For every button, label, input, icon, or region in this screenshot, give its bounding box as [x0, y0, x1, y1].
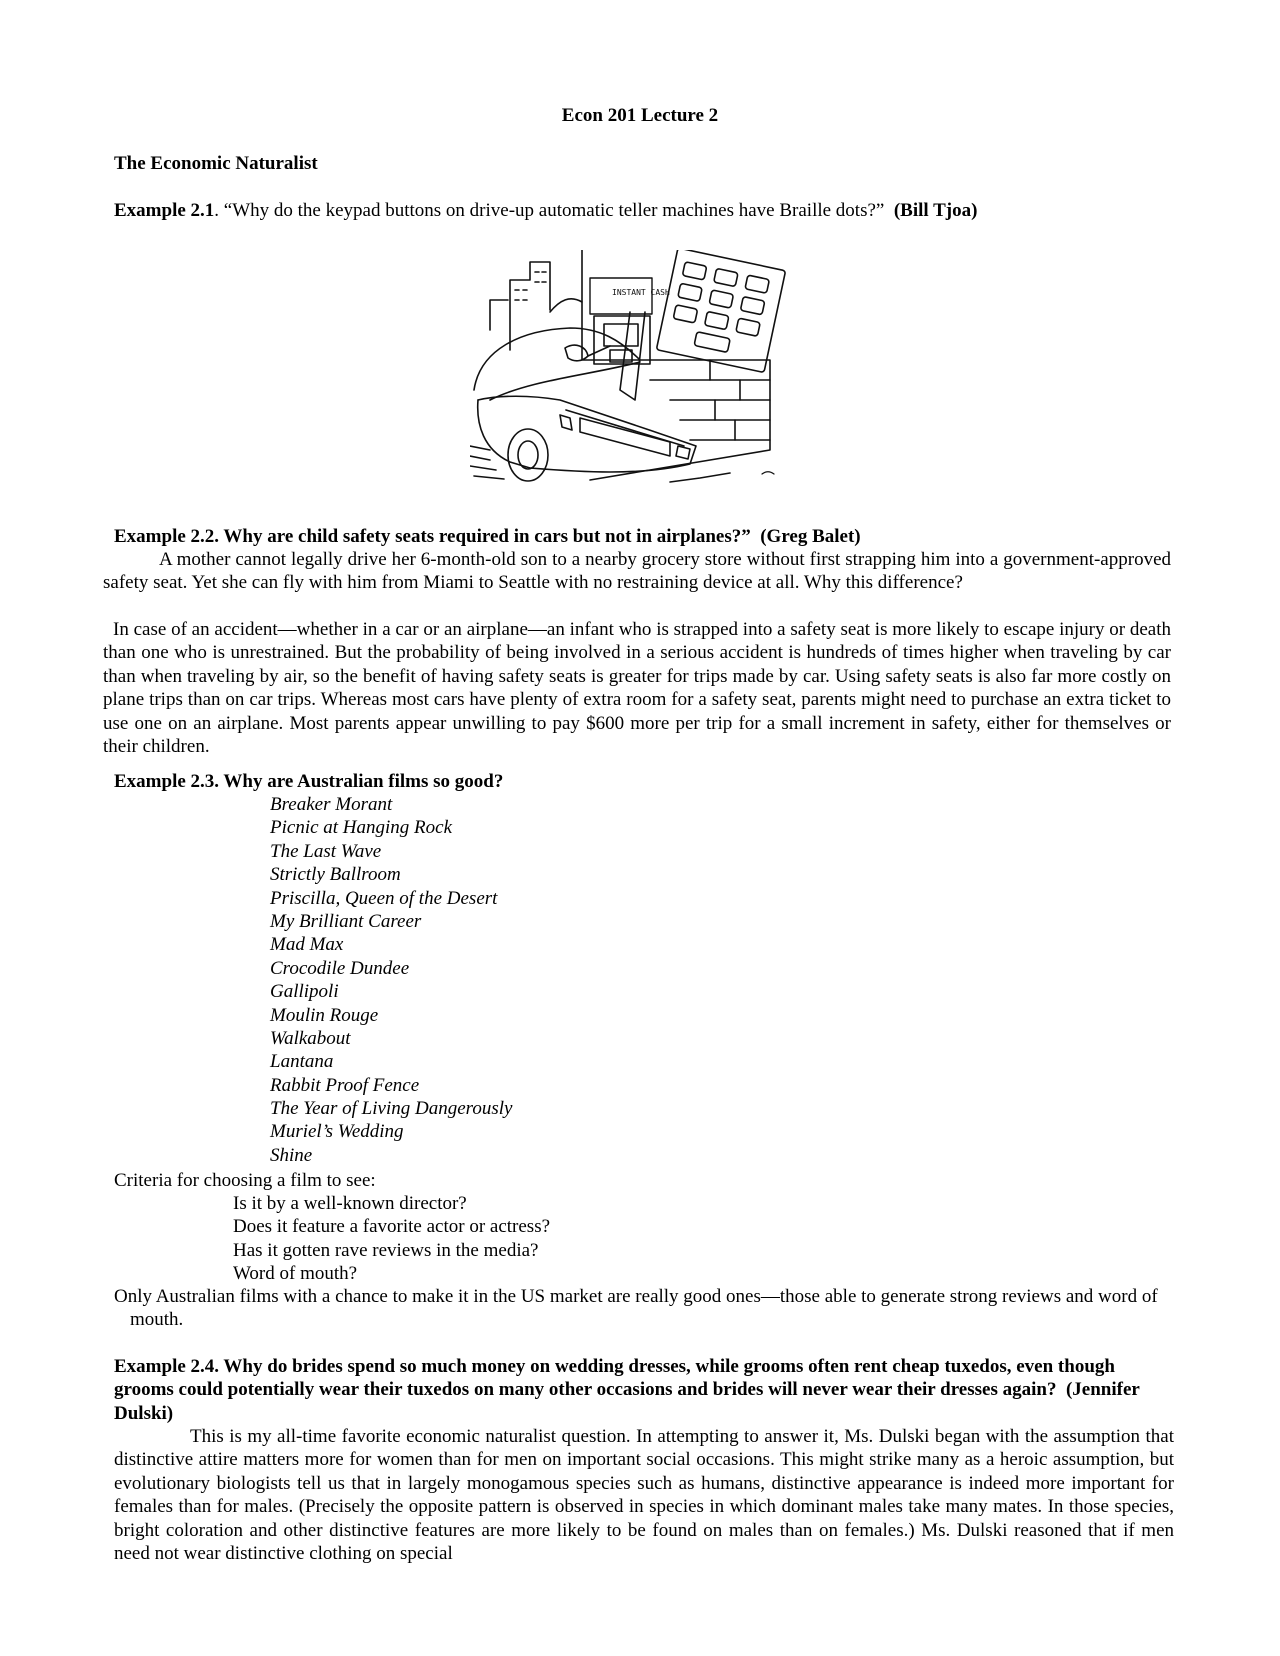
example-2-2-question: Example 2.2. Why are child safety seats required in cars but not in airplanes?” [114, 526, 751, 547]
example-2-4-heading [114, 1355, 1174, 1425]
example-2-4-paragraph: This is my all-time favorite economic naturalist question. In attempting to answer it, Ms. Dulski began with the assumption that distinctive attire matters more for women than for men on important social occasions. This might strike many as a heroic assumption, but evolutionary biologists tell us that in largely monogamous species such as humans, distinctive appearance is indeed more important for females than for males. (Precisely the opposite pattern is observed in species in which dominant males take many mates. In those species, bright coloration and other distinctive features are more likely to be found on males than on females.) Ms. Dulski reasoned that if men need not wear distinctive clothing on special [114, 1426, 1174, 1565]
criteria-item: Word of mouth? [233, 1263, 358, 1285]
film-title: Priscilla, Queen of the Desert [270, 887, 498, 909]
criteria-heading: Criteria for choosing a film to see: [114, 1170, 376, 1191]
film-title: Walkabout [270, 1027, 351, 1049]
instant-cash-sign: INSTANT CASH [612, 288, 670, 297]
film-title: Crocodile Dundee [270, 957, 410, 979]
film-title: Rabbit Proof Fence [270, 1074, 420, 1096]
film-title: Mad Max [270, 934, 344, 956]
example-2-2-paragraph-1: A mother cannot legally drive her 6-month-old son to a nearby grocery store without first strapping him into a government-approved safety seat. Yet she can fly with him from Miami to Seattle with no restraining device at all. Why this difference? [103, 549, 1171, 594]
example-2-4-question: Example 2.4. Why do brides spend so much money on wedding dresses, while grooms often rent cheap tuxedos, even though grooms could potentially wear their tuxedos on many other occasions and brides will never wear their dresses again? [114, 1356, 1115, 1401]
example-2-1 [114, 199, 1174, 222]
example-2-3-conclusion: Only Australian films with a chance to make it in the US market are really good ones—those able to generate strong reviews and word of mouth. [114, 1286, 1158, 1331]
film-title: Strictly Ballroom [270, 864, 401, 886]
section-title: The Economic Naturalist [114, 153, 318, 174]
film-title: The Year of Living Dangerously [270, 1098, 513, 1120]
criteria-item: Has it gotten rave reviews in the media? [233, 1239, 539, 1261]
film-list [270, 793, 512, 1167]
film-title: The Last Wave [270, 840, 382, 862]
film-title: Muriel’s Wedding [270, 1121, 404, 1143]
criteria-list [233, 1192, 550, 1286]
film-title: Lantana [270, 1051, 334, 1073]
example-2-1-author: (Bill Tjoa) [893, 200, 978, 221]
example-2-3-heading: Example 2.3. Why are Australian films so good? [114, 771, 504, 792]
example-2-1-question: . “Why do the keypad buttons on drive-up automatic teller machines have Braille dots?” [214, 200, 885, 221]
example-2-2-heading [114, 525, 1174, 548]
atm-cartoon-illustration [470, 250, 810, 500]
criteria-item: Does it feature a favorite actor or actress? [233, 1216, 551, 1238]
example-2-2-paragraph-2: In case of an accident—whether in a car or an airplane—an infant who is strapped into a safety seat is more likely to escape injury or death than one who is unrestrained. But the probability of being involved in a serious accident is hundreds of times higher when traveling by car than when traveling by air, so the benefit of having safety seats is greater for trips made by car. Using safety seats is also far more costly on plane trips than on car trips. Whereas most cars have plenty of extra room for a safety seat, parents might need to purchase an extra ticket to use one on an airplane. Most parents appear unwilling to pay $600 more per trip for a small increment in safety, either for themselves or their children. [103, 619, 1171, 758]
example-2-1-label: Example 2.1 [114, 200, 215, 221]
film-title: Moulin Rouge [270, 1004, 379, 1026]
film-title: Gallipoli [270, 981, 339, 1003]
example-2-2-author: (Greg Balet) [760, 526, 861, 547]
page-title: Econ 201 Lecture 2 [561, 105, 719, 126]
film-title: Breaker Morant [270, 794, 393, 815]
film-title: Shine [270, 1144, 313, 1166]
film-title: My Brilliant Career [270, 910, 422, 932]
criteria-item: Is it by a well-known director? [233, 1193, 467, 1214]
film-title: Picnic at Hanging Rock [270, 817, 453, 839]
example-2-4-author: (Jennifer Dulski) [114, 1379, 1140, 1424]
